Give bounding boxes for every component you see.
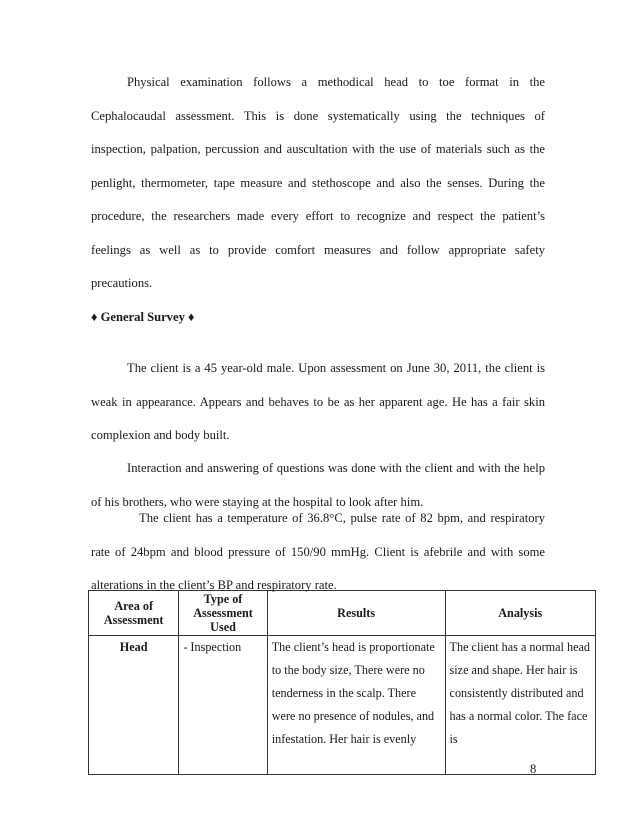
general-survey-paragraph-1: The client is a 45 year-old male. Upon assessment on June 30, 2011, the client is weak in appearance. Appears and behaves to be as her apparent age. He has a fair skin complexion and body built. <box>91 361 545 442</box>
header-area-of-assessment: Area of Assessment <box>89 591 179 636</box>
cell-type: - Inspection <box>179 636 267 775</box>
header-results: Results <box>267 591 445 636</box>
section-heading-general-survey: ♦ General Survey ♦ <box>91 310 195 324</box>
general-survey-paragraph-3: The client has a temperature of 36.8°C, pulse rate of 82 bpm, and respiratory rate of 24bpm and blood pressure of 150/90 mmHg. Client is afebrile and with some alterations in the client’s BP and respiratory rate. <box>91 511 545 592</box>
table-row <box>89 636 596 775</box>
cell-analysis: The client has a normal head size and shape. Her hair is consistently distributed and has a normal color. The face is <box>445 636 595 775</box>
header-analysis: Analysis <box>445 591 595 636</box>
header-type-of-assessment: Type of Assessment Used <box>179 591 267 636</box>
page-number: 8 <box>530 762 537 776</box>
cell-area: Head <box>89 636 179 775</box>
table-header-row <box>89 591 596 636</box>
assessment-table <box>88 590 596 775</box>
general-survey-paragraph-2: Interaction and answering of questions was done with the client and with the help of his brothers, who were staying at the hospital to look after him. <box>91 461 545 509</box>
cell-results: The client’s head is proportionate to the body size, There were no tenderness in the scalp. There were no presence of nodules, and infestation. Her hair is evenly <box>267 636 445 775</box>
intro-paragraph: Physical examination follows a methodical head to toe format in the Cephalocaudal assessment. This is done systematically using the techniques of inspection, palpation, percussion and auscultation with the use of materials such as the penlight, thermometer, tape measure and stethoscope and also the senses. During the procedure, the researchers made every effort to recognize and respect the patient’s feelings as well as to provide comfort measures and follow appropriate safety precautions. <box>91 75 545 290</box>
